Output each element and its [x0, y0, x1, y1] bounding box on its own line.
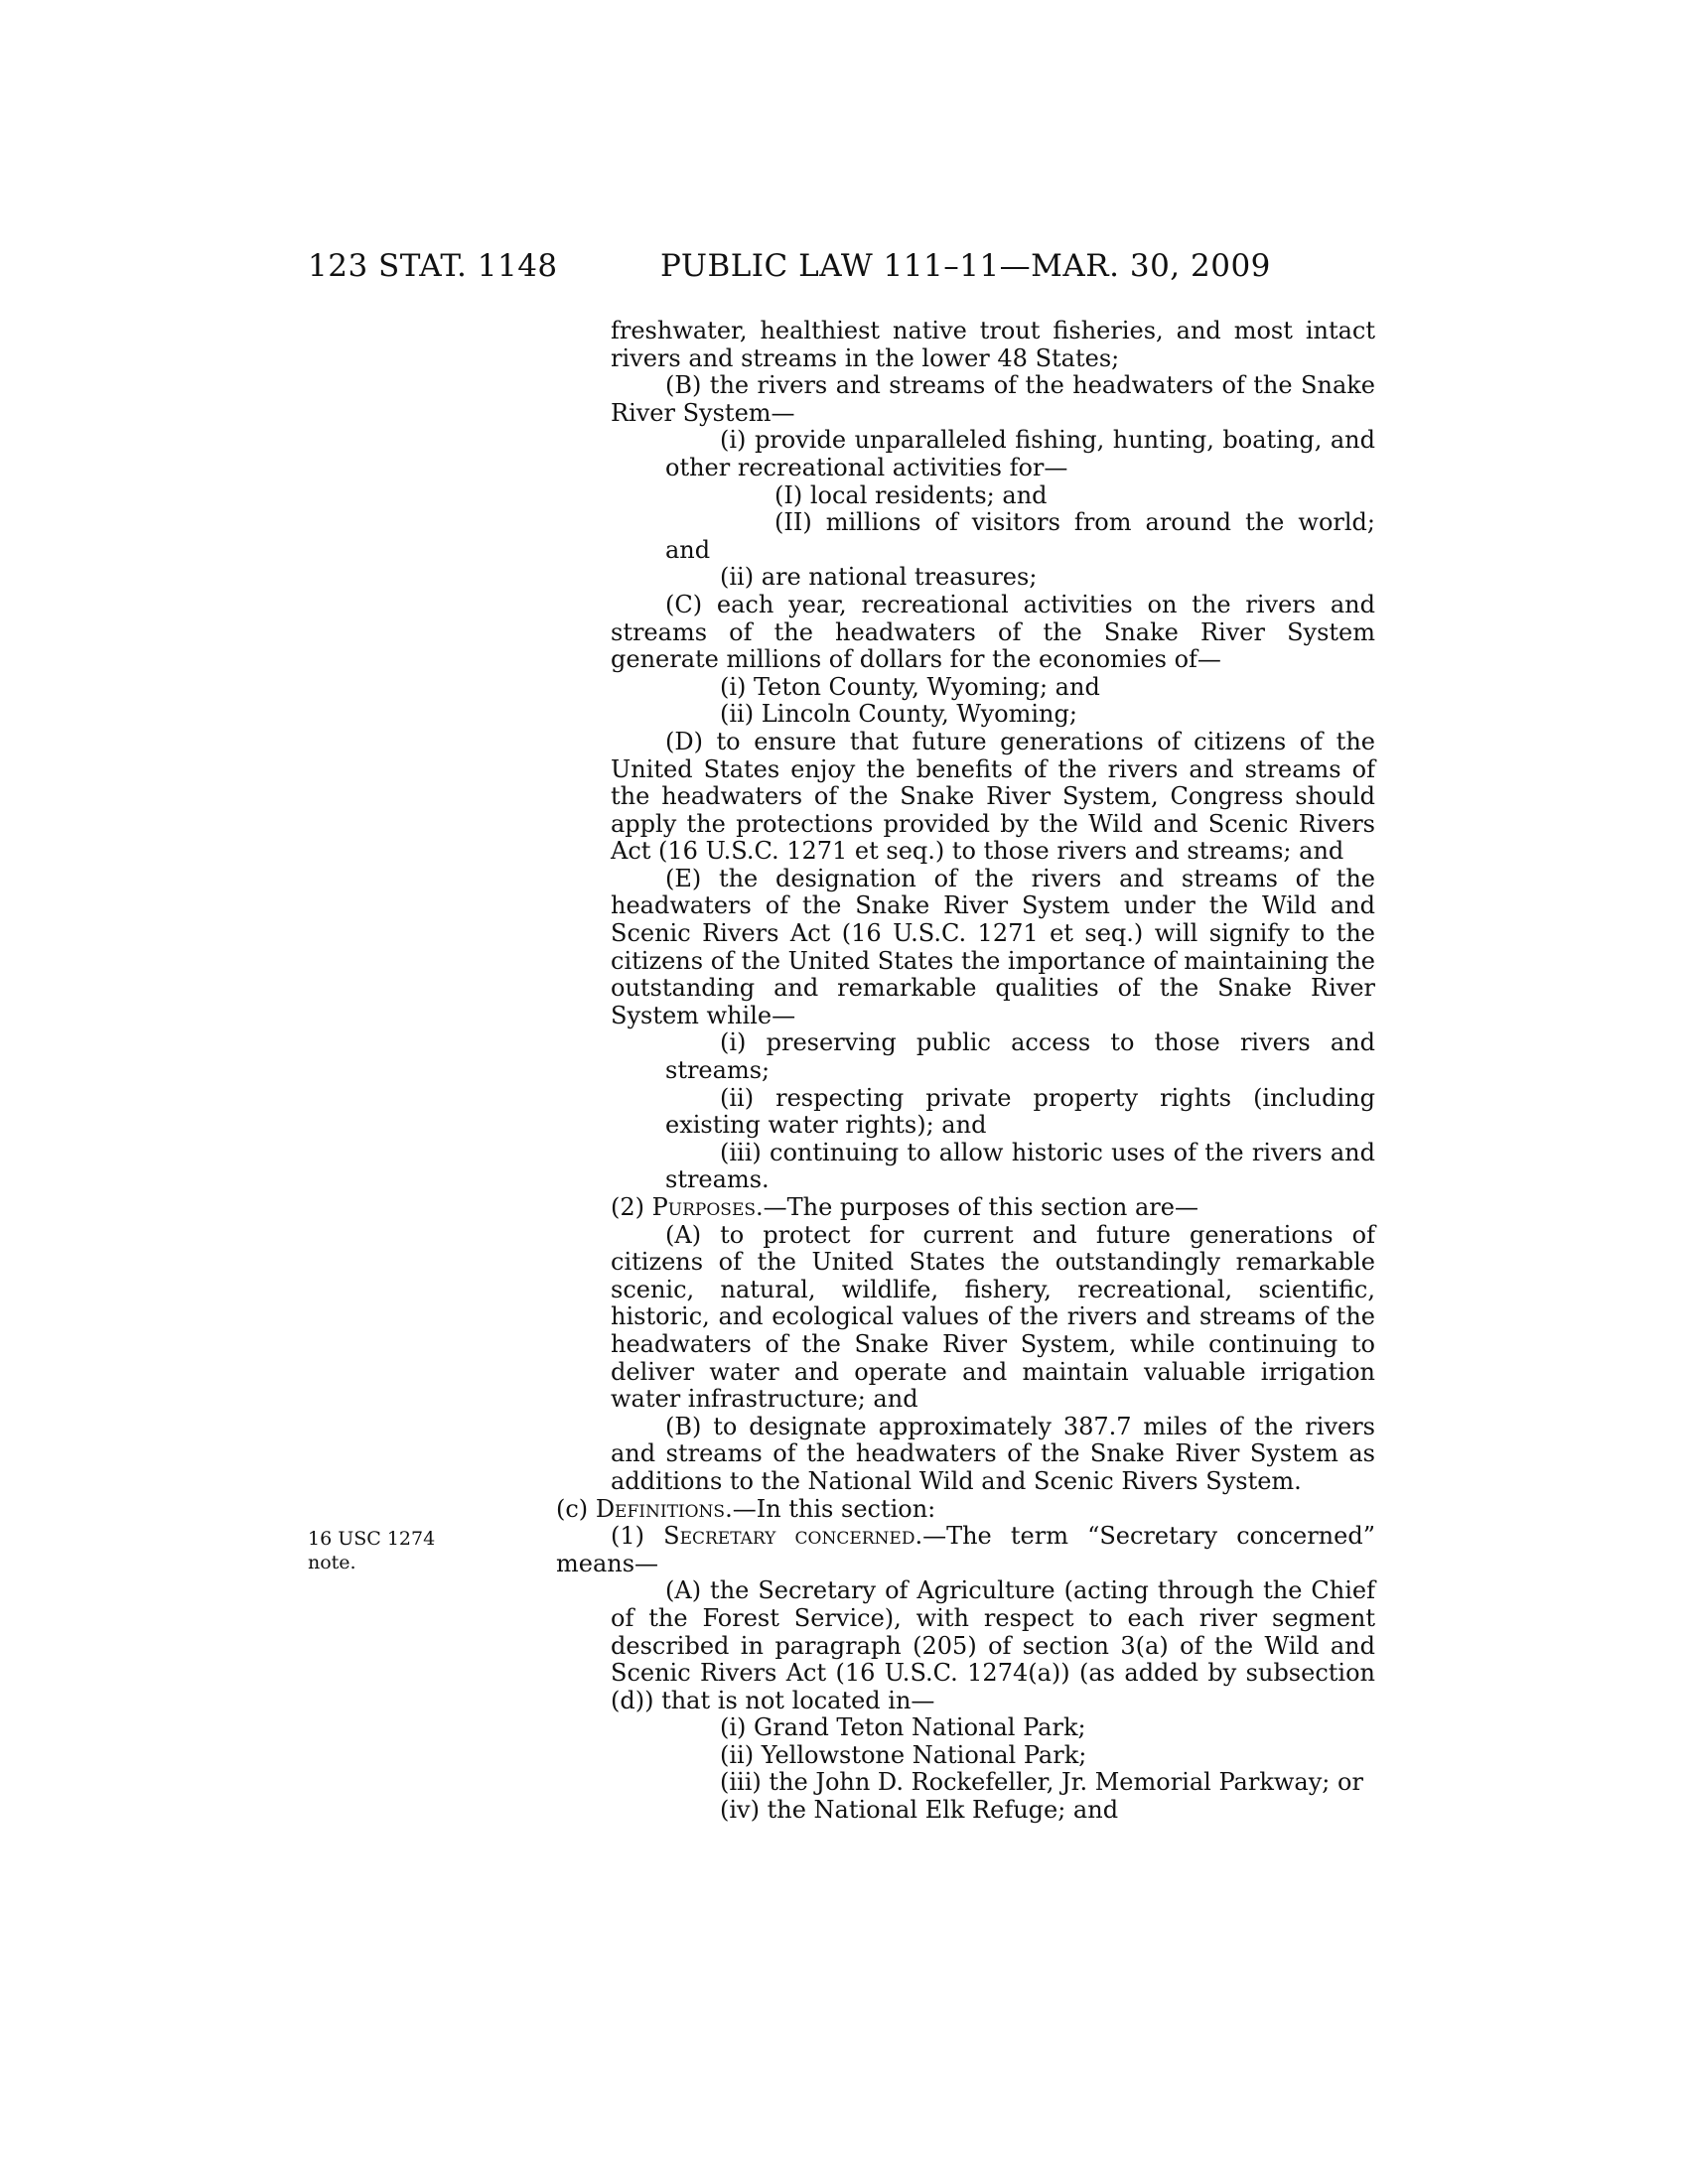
- subsection-c-definitions: [556, 1496, 1375, 1524]
- line-continuation: freshwater, healthiest native trout fisheries, and most intact rivers and streams in the lower 48 States;: [611, 317, 1375, 372]
- purposes-subparagraph-b: (B) to designate approximately 387.7 miles of the rivers and streams of the headwaters of the Snake River System as additions to the National Wild and Scenic Rivers System.: [611, 1412, 1375, 1495]
- secretary-clause-iii: (iii) the John D. Rockefeller, Jr. Memorial Parkway; or: [720, 1768, 1363, 1797]
- purposes-heading: Purposes: [651, 1193, 756, 1221]
- clause-e-iii: (iii) continuing to allow historic uses of the rivers and streams.: [665, 1138, 1375, 1194]
- purposes-subparagraph-a: (A) to protect for current and future generations of citizens of the United States the outstandingly remarkable scenic, natural, wildlife, fishery, recreational, scientific, historic, and ecological values of the rivers and streams of the headwaters of the Snake River System, while continuing to deliver water and operate and maintain valuable irrigation water infrastructure; and: [611, 1220, 1375, 1414]
- margin-note-line-1: 16 USC 1274: [308, 1528, 436, 1550]
- clause-c-i: (i) Teton County, Wyoming; and: [720, 672, 1100, 701]
- secretary-subparagraph-a: (A) the Secretary of Agriculture (acting through the Chief of the Forest Service), with respect to each river segment described in paragraph (205) of section 3(a) of the Wild and Scenic Rivers Act (16 U.S.C. 1274(a)) (as added by subsection (d)) that is not located in—: [611, 1576, 1375, 1714]
- secretary-heading: Secretary concerned: [663, 1522, 915, 1551]
- subclause-ii-visitors: (II) millions of visitors from around the world; and: [665, 508, 1375, 564]
- subparagraph-d: (D) to ensure that future generations of citizens of the United States enjoy the benefits of the rivers and streams of the headwaters of the Snake River System, Congress should apply the protections provided by the Wild and Scenic Rivers Act (16 U.S.C. 1271 et seq.) to those rivers and streams; and: [611, 727, 1375, 866]
- margin-citation-note: [308, 1527, 435, 1574]
- running-header: [0, 246, 1688, 286]
- secretary-text: .—The term “Secretary concerned” means—: [556, 1522, 1375, 1577]
- purposes-number: (2): [611, 1193, 644, 1221]
- secretary-clause-iv: (iv) the National Elk Refuge; and: [720, 1796, 1119, 1825]
- public-law-title: PUBLIC LAW 111–11—MAR. 30, 2009: [660, 248, 1271, 284]
- subclause-i-local-residents: (I) local residents; and: [774, 480, 1048, 509]
- margin-note-line-2: note.: [308, 1552, 356, 1573]
- secretary-clause-i: (i) Grand Teton National Park;: [720, 1713, 1086, 1742]
- secretary-number: (1): [611, 1522, 644, 1551]
- statute-page-number: 123 STAT. 1148: [308, 248, 558, 284]
- document-body: [556, 317, 1375, 1825]
- clause-b-ii: (ii) are national treasures;: [720, 563, 1038, 592]
- purposes-text: .—The purposes of this section are—: [756, 1193, 1198, 1221]
- paragraph-2-purposes: [611, 1194, 1375, 1222]
- secretary-clause-ii: (ii) Yellowstone National Park;: [720, 1740, 1087, 1769]
- clause-e-i: (i) preserving public access to those rivers and streams;: [665, 1028, 1375, 1085]
- definitions-text: .—In this section:: [725, 1494, 936, 1523]
- definitions-number: (c): [556, 1494, 589, 1523]
- clause-b-i: (i) provide unparalleled fishing, hunting, boating, and other recreational activities for—: [665, 426, 1375, 481]
- subparagraph-b: (B) the rivers and streams of the headwaters of the Snake River System—: [611, 371, 1375, 427]
- clause-e-ii: (ii) respecting private property rights (including existing water rights); and: [665, 1083, 1375, 1140]
- paragraph-1-secretary-concerned: [556, 1523, 1375, 1577]
- subparagraph-c: (C) each year, recreational activities on the rivers and streams of the headwaters of the Snake River System generate millions of dollars for the economies of—: [611, 590, 1375, 674]
- subparagraph-e: (E) the designation of the rivers and streams of the headwaters of the Snake River System under the Wild and Scenic Rivers Act (16 U.S.C. 1271 et seq.) will signify to the citizens of the United States the importance of maintaining the outstanding and remarkable qualities of the Snake River System while—: [611, 864, 1375, 1029]
- definitions-heading: Definitions: [595, 1494, 726, 1523]
- clause-c-ii: (ii) Lincoln County, Wyoming;: [720, 700, 1077, 729]
